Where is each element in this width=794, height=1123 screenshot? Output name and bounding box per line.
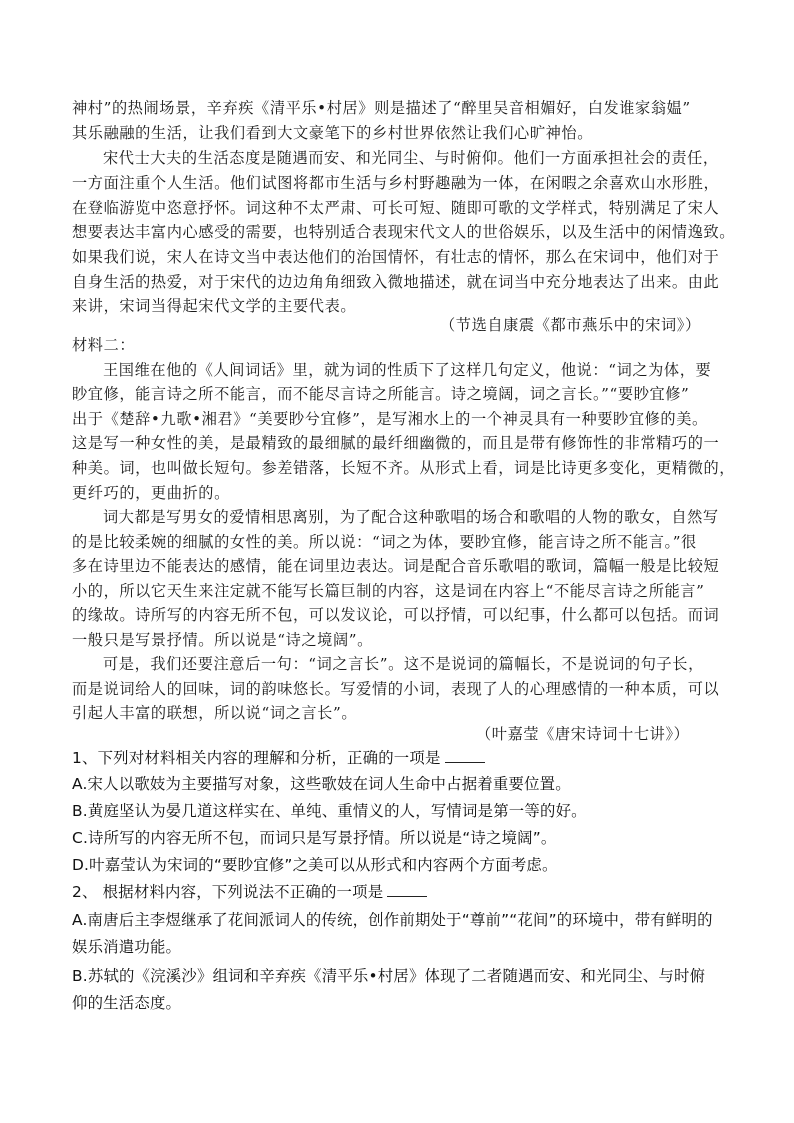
answer-blank (445, 748, 485, 763)
passage-line: 在登临游览中恣意抒怀。词这种不太严肃、可长可短、随即可歌的文学样式，特别满足了宋人 (72, 199, 720, 217)
source-citation: （叶嘉莹《唐宋诗词十七讲》） (476, 725, 690, 743)
passage-line: 词大都是写男女的爱情相思离别，为了配合这种歌唱的场合和歌唱的人物的歌女，自然写 (103, 508, 719, 526)
passage-line: 多在诗里边不能表达的感情，能在词里边表达。词是配合音乐歌唱的歌词，篇幅一般是比较短 (72, 557, 720, 575)
passage-line: 宋代士大夫的生活态度是随遇而安、和光同尘、与时俯仰。他们一方面承担社会的责任， (103, 149, 719, 167)
answer-blank (387, 882, 427, 897)
passage-line: 一方面注重个人生活。他们试图将都市生活与乡村野趣融为一体，在闲暇之余喜欢山水形胜， (72, 174, 720, 192)
passage-line: 小的，所以它天生来注定就不能写长篇巨制的内容，这是词在内容上“不能尽言诗之所能言” (72, 582, 705, 600)
section-heading: 材料二： (72, 336, 136, 354)
question-1-stem (72, 746, 732, 770)
question-2-option-b-cont: 仰的生活态度。 (72, 994, 182, 1012)
passage-line: 可是，我们还要注意后一句：“词之言长”。这不是说词的篇幅长，不是说词的句子长， (103, 655, 704, 673)
question-1-option-b: B.黄庭坚认为晏几道这样实在、单纯、重情义的人，写情词是第一等的好。 (72, 802, 587, 820)
passage-line: 王国维在他的《人间词话》里，就为词的性质下了这样几句定义，他说：“词之为体，要 (103, 361, 712, 379)
passage-line: 的缘故。诗所写的内容无所不包，可以发议论，可以抒情，可以纪事，什么都可以包括。而词 (72, 606, 720, 624)
question-2-stem (72, 880, 732, 904)
passage-line: 想要表达丰富内心感受的需要，也特别适合表现宋代文人的世俗娱乐，以及生活中的闲情逸致。 (72, 223, 736, 241)
question-2-option-a-cont: 娱乐消遣功能。 (72, 938, 182, 956)
passage-line: 引起人丰富的联想，所以说“词之言长”。 (72, 704, 358, 722)
passage-line: 来讲，宋词当得起宋代文学的主要代表。 (72, 297, 357, 315)
question-2-option-a: A.南唐后主李煜继承了花间派词人的传统，创作前期处于“尊前”“花间”的环境中，带有鲜明的 (72, 911, 713, 929)
passage-line: 的是比较柔婉的细腻的女性的美。所以说：“词之为体，要眇宜修，能言诗之所不能言。”很 (72, 533, 697, 551)
question-stem-text: 1、下列对材料相关内容的理解和分析，正确的一项是 (72, 749, 441, 767)
passage-line: 如果我们说，宋人在诗文当中表达他们的治国情怀，有壮志的情怀，那么在宋词中，他们对于 (72, 248, 720, 266)
question-1-option-c: C.诗所写的内容无所不包，而词只是写景抒情。所以说是“诗之境阔”。 (72, 829, 557, 847)
passage-line: 其乐融融的生活，让我们看到大文豪笔下的乡村世界依然让我们心旷神怡。 (72, 124, 593, 142)
passage-line: 种美。词，也叫做长短句。参差错落，长短不齐。从形式上看，词是比诗更多变化，更精微的， (72, 459, 736, 477)
passage-line: 这是写一种女性的美，是最精致的最细腻的最纤细幽微的，而且是带有修饰性的非常精巧的一 (72, 434, 720, 452)
passage-line: 出于《楚辞•九歌•湘君》“美要眇兮宜修”，是写湘水上的一个神灵具有一种要眇宜修的美。 (72, 410, 708, 428)
passage-line: 更纤巧的，更曲折的。 (72, 484, 230, 502)
question-2-option-b: B.苏轼的《浣溪沙》组词和辛弃疾《清平乐•村居》体现了二者随遇而安、和光同尘、与时俯 (72, 967, 706, 985)
source-citation: （节选自康震《都市燕乐中的宋词》） (440, 316, 701, 334)
passage-line: 一般只是写景抒情。所以说是“诗之境阔”。 (72, 631, 373, 649)
passage-line: 而是说词给人的回味，词的韵味悠长。写爱情的小词，表现了人的心理感情的一种本质，可以 (72, 680, 720, 698)
passage-line: 眇宜修，能言诗之所不能言，而不能尽言诗之所能言。诗之境阔，词之言长。”“要眇宜修” (72, 385, 690, 403)
question-1-option-d: D.叶嘉莹认为宋词的“要眇宜修”之美可以从形式和内容两个方面考虑。 (72, 856, 558, 874)
question-1-option-a: A.宋人以歌妓为主要描写对象，这些歌妓在词人生命中占据着重要位置。 (72, 775, 571, 793)
question-stem-text: 2、 根据材料内容，下列说法不正确的一项是 (72, 883, 384, 901)
passage-line: 自身生活的热爱，对于宋代的边边角角细致入微地描述，就在词当中充分地表达了出来。由此 (72, 273, 720, 291)
passage-line: 神村”的热闹场景，辛弃疾《清平乐•村居》则是描述了“醉里吴音相媚好，白发谁家翁媪” (72, 99, 691, 117)
